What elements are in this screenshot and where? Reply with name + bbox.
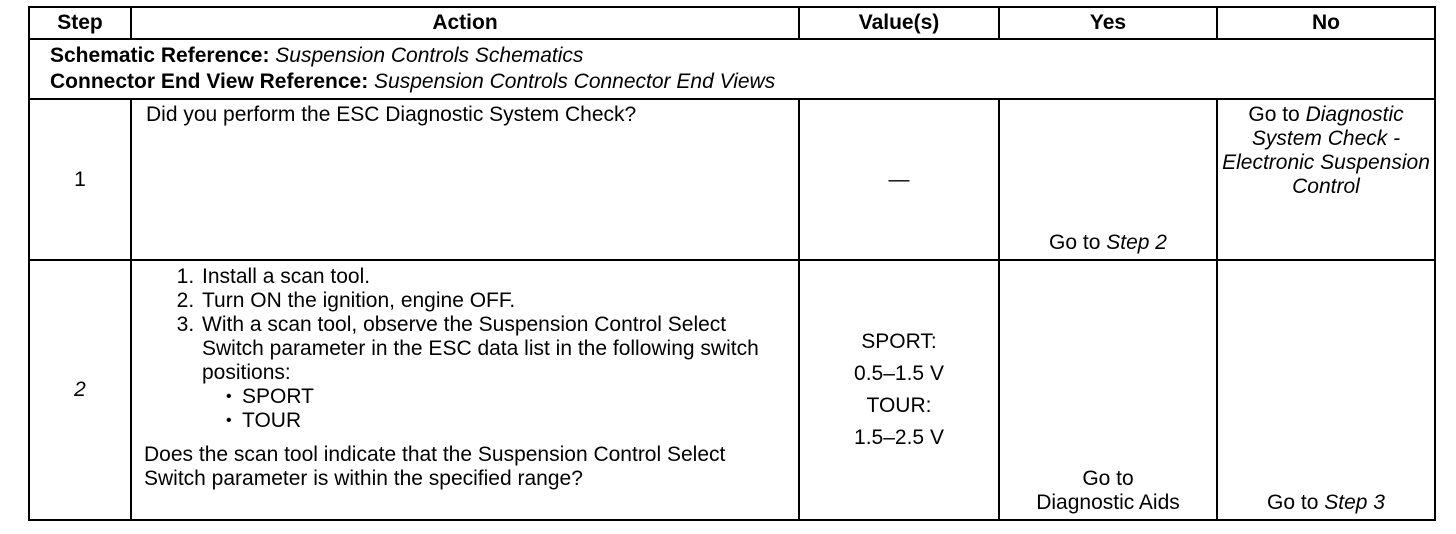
step-value	[799, 260, 999, 520]
reference-row	[29, 39, 1435, 99]
switch-position: • TOUR	[240, 409, 786, 433]
step-yes	[999, 99, 1217, 260]
yes-link[interactable]: Diagnostic Aids	[1036, 491, 1180, 514]
switch-position-list	[202, 385, 786, 433]
step-no	[1217, 99, 1435, 260]
connector-reference-label: Connector End View Reference:	[50, 70, 369, 93]
reference-cell	[29, 39, 1435, 99]
step-action: Did you perform the ESC Diagnostic System Check?	[131, 99, 799, 260]
step-question: Does the scan tool indicate that the Suspension Control Select Switch parameter is within the specified range?	[144, 443, 726, 490]
connector-reference	[50, 69, 1434, 95]
header-yes: Yes	[999, 7, 1217, 39]
no-link[interactable]: Step 3	[1324, 491, 1385, 514]
procedure-step	[200, 313, 786, 433]
switch-position: • SPORT	[240, 385, 786, 409]
step-yes	[999, 260, 1217, 520]
step-no	[1217, 260, 1435, 520]
no-prefix: Go to	[1248, 103, 1300, 126]
schematic-reference	[50, 43, 1434, 69]
step-number: 1	[29, 99, 131, 260]
value-line: 0.5–1.5 V	[854, 362, 944, 385]
header-row	[29, 7, 1435, 39]
yes-prefix: Go to	[1049, 231, 1101, 254]
step-number: 2	[29, 260, 131, 520]
procedure-list	[144, 265, 786, 433]
value-line: 1.5–2.5 V	[854, 426, 944, 449]
header-values: Value(s)	[799, 7, 999, 39]
procedure-step: 2. Turn ON the ignition, engine OFF.	[200, 289, 786, 313]
no-link[interactable]: Diagnostic System Check - Electronic Suspension Control	[1222, 103, 1430, 198]
connector-reference-link[interactable]: Suspension Controls Connector End Views	[374, 70, 776, 93]
header-step: Step	[29, 7, 131, 39]
schematic-reference-label: Schematic Reference:	[50, 44, 270, 67]
step-action	[131, 260, 799, 520]
procedure-step-text: With a scan tool, observe the Suspension Control Select Switch parameter in the ESC data list in the following switch positions:	[202, 313, 759, 384]
value-line: TOUR:	[866, 394, 932, 417]
value-line: SPORT:	[861, 330, 937, 353]
yes-link[interactable]: Step 2	[1106, 231, 1167, 254]
no-prefix: Go to	[1267, 491, 1319, 514]
header-no: No	[1217, 7, 1435, 39]
procedure-step: 1. Install a scan tool.	[200, 265, 786, 289]
table-row	[29, 99, 1435, 260]
table-row	[29, 260, 1435, 520]
diagnostic-table	[28, 6, 1436, 521]
yes-prefix: Go to	[1082, 467, 1134, 490]
header-action: Action	[131, 7, 799, 39]
schematic-reference-link[interactable]: Suspension Controls Schematics	[275, 44, 584, 67]
step-value: —	[799, 99, 999, 260]
